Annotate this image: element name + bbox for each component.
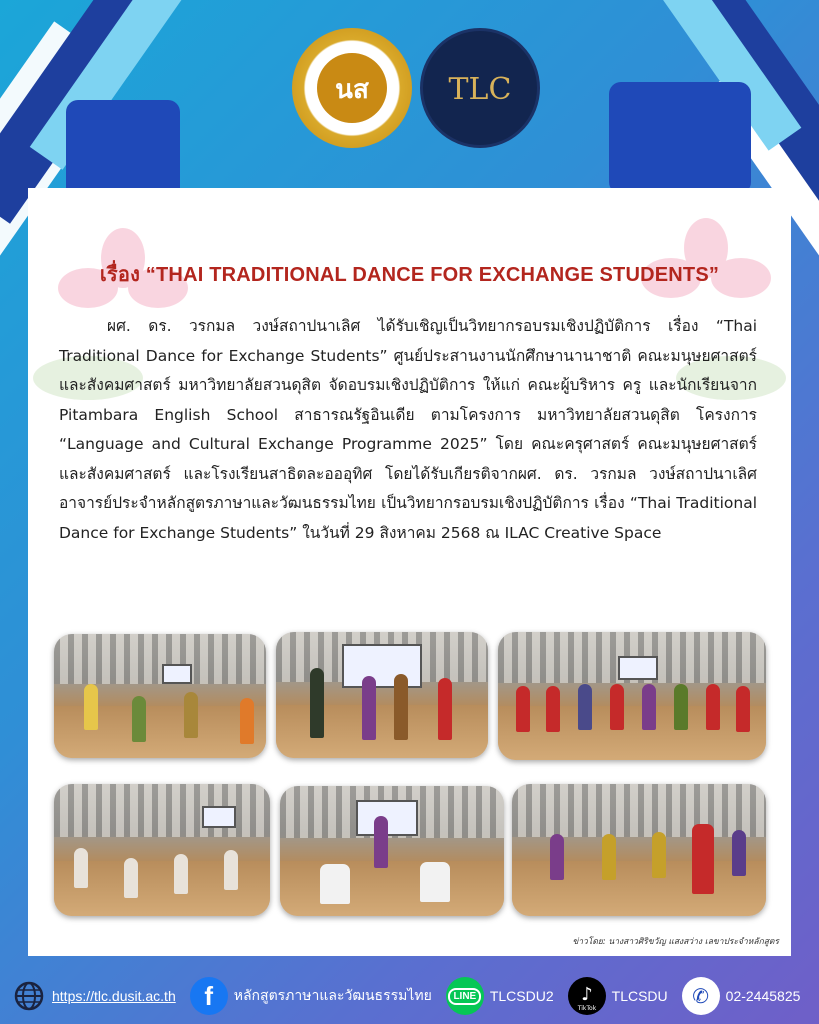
content-card [28,188,791,956]
website-url[interactable]: https://tlc.dusit.ac.th [52,988,176,1004]
svg-text:TikTok: TikTok [577,1005,596,1012]
event-photo [498,632,766,760]
tiktok-contact[interactable] [568,977,668,1015]
line-id: TLCSDU2 [489,988,554,1004]
phone-number: 02-2445825 [725,988,801,1004]
phone-icon: ✆ [682,977,720,1015]
svg-text:♪: ♪ [580,984,593,1005]
tiktok-id: TLCSDU [611,988,668,1004]
facebook-page-name: หลักสูตรภาษาและวัฒนธรรมไทย [233,987,432,1003]
phone-contact[interactable] [682,977,801,1015]
website-link[interactable] [12,979,176,1013]
faculty-logo-text: นส [335,75,369,105]
tiktok-icon [568,977,606,1015]
line-icon: LINE [446,977,484,1015]
faculty-logo [292,28,412,148]
article-body: ผศ. ดร. วรกมล วงษ์สถาปนาเลิศ ได้รับเชิญเป็นวิทยากรอบรมเชิงปฏิบัติการ เรื่อง “Thai Traditional Dance for Exchange Students” ศูนย์ประสานงานนักศึกษานานาชาติ คณะมนุษยศาสตร์และสังคมศาสตร์ มหาวิทยาลัยสวนดุสิต จัดอบรมเชิงปฏิบัติการ ให้แก่ คณะผู้บริหาร ครู และนักเรียนจาก Pitambara English School สาธารณรัฐอินเดีย ตามโครงการ มหาวิทยาลัยสวนดุสิต โครงการ “Language and Cultural Exchange Programme 2025” โดย คณะครุศาสตร์ คณะมนุษยศาสตร์และสังคมศาสตร์ และโรงเรียนสาธิตละอออุทิศ โดยได้รับเกียรติจากผศ. ดร. วรกมล วงษ์สถาปนาเลิศ อาจารย์ประจำหลักสูตรภาษาและวัฒนธรรมไทย เป็นวิทยากรอบรมเชิงปฏิบัติการ เรื่อง “Thai Traditional Dance for Exchange Students” ในวันที่ 29 สิงหาคม 2568 ณ ILAC Creative Space [59,317,757,542]
decor-square [609,82,751,194]
event-photo [280,786,504,916]
program-logo [420,28,540,148]
article-title: เรื่อง “THAI TRADITIONAL DANCE FOR EXCHANGE STUDENTS” [99,264,720,286]
facebook-icon: f [190,977,228,1015]
globe-icon [12,979,46,1013]
event-photo [54,784,270,916]
event-photo [276,632,488,758]
news-credit: ข่าวโดย: นางสาวศิริขวัญ แสงสว่าง เลขาประจำหลักสูตร [572,937,779,947]
event-photo [512,784,766,916]
line-contact[interactable] [446,977,554,1015]
event-photo [54,634,266,758]
facebook-contact[interactable] [190,977,432,1015]
program-logo-text: TLC [448,72,512,107]
logo-group [292,28,540,148]
footer-contact-bar [0,968,819,1024]
